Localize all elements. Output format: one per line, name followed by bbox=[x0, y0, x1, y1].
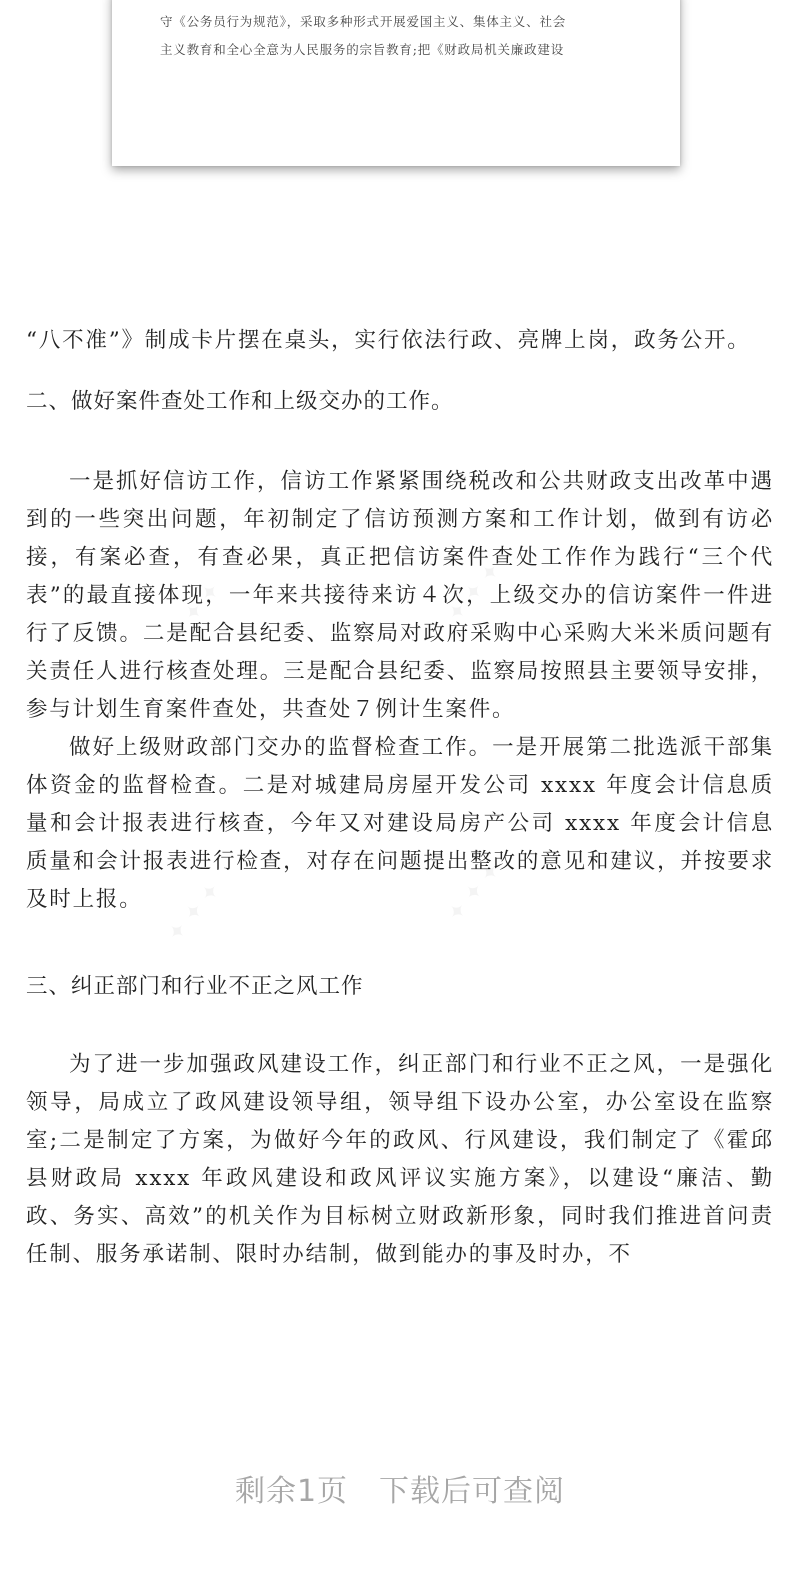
preview-page-card bbox=[112, 0, 680, 166]
preview-line-2: 主义教育和全心全意为人民服务的宗旨教育;把《财政局机关廉政建设 bbox=[160, 42, 565, 57]
section-3-heading: 三、纠正部门和行业不正之风工作 bbox=[26, 974, 364, 999]
document-body bbox=[26, 322, 774, 1274]
section-3-paragraph-1: 为了进一步加强政风建设工作，纠正部门和行业不正之风，一是强化领导，局成立了政风建设领导组，领导组下设办公室，办公室设在监察室;二是制定了方案，为做好今年的政风、行风建设，我们制定了《霍邱县财政局 xxxx 年政风建设和政风评议实施方案》，以建设“廉洁、勤政、务实、高效”的机关作为目标树立财政新形象，同时我们推进首问责任制、服务承诺制、限时办结制，做到能办的事及时办，不 bbox=[26, 1052, 774, 1267]
section-2-paragraph-2: 做好上级财政部门交办的监督检查工作。一是开展第二批选派干部集体资金的监督检查。二是对城建局房屋开发公司 xxxx 年度会计信息质量和会计报表进行核查，今年又对建设局房产公司 xxxx 年度会计信息质量和会计报表进行检查，对存在问题提出整改的意见和建议，并按要求及时上报。 bbox=[26, 735, 774, 912]
section-2-paragraph-1: 一是抓好信访工作，信访工作紧紧围绕税改和公共财政支出改革中遇到的一些突出问题，年初制定了信访预测方案和工作计划，做到有访必接，有案必查，有查必果，真正把信访案件查处工作作为践行“三个代表”的最直接体现，一年来共接待来访４次，上级交办的信访案件一件进行了反馈。二是配合县纪委、监察局对政府采购中心采购大米米质问题有关责任人进行核查处理。三是配合县纪委、监察局按照县主要领导安排，参与计划生育案件查处，共查处７例计生案件。 bbox=[26, 469, 774, 722]
preview-line-1: 守《公务员行为规范》，采取多种形式开展爱国主义、集体主义、社会 bbox=[160, 14, 567, 29]
continuation-text: “八不准”》制成卡片摆在桌头，实行依法行政、亮牌上岗，政务公开。 bbox=[26, 328, 751, 353]
section-2-heading: 二、做好案件查处工作和上级交办的工作。 bbox=[26, 389, 454, 414]
download-to-view-remaining[interactable]: 剩余1页 下载后可查阅 bbox=[234, 1474, 566, 1509]
